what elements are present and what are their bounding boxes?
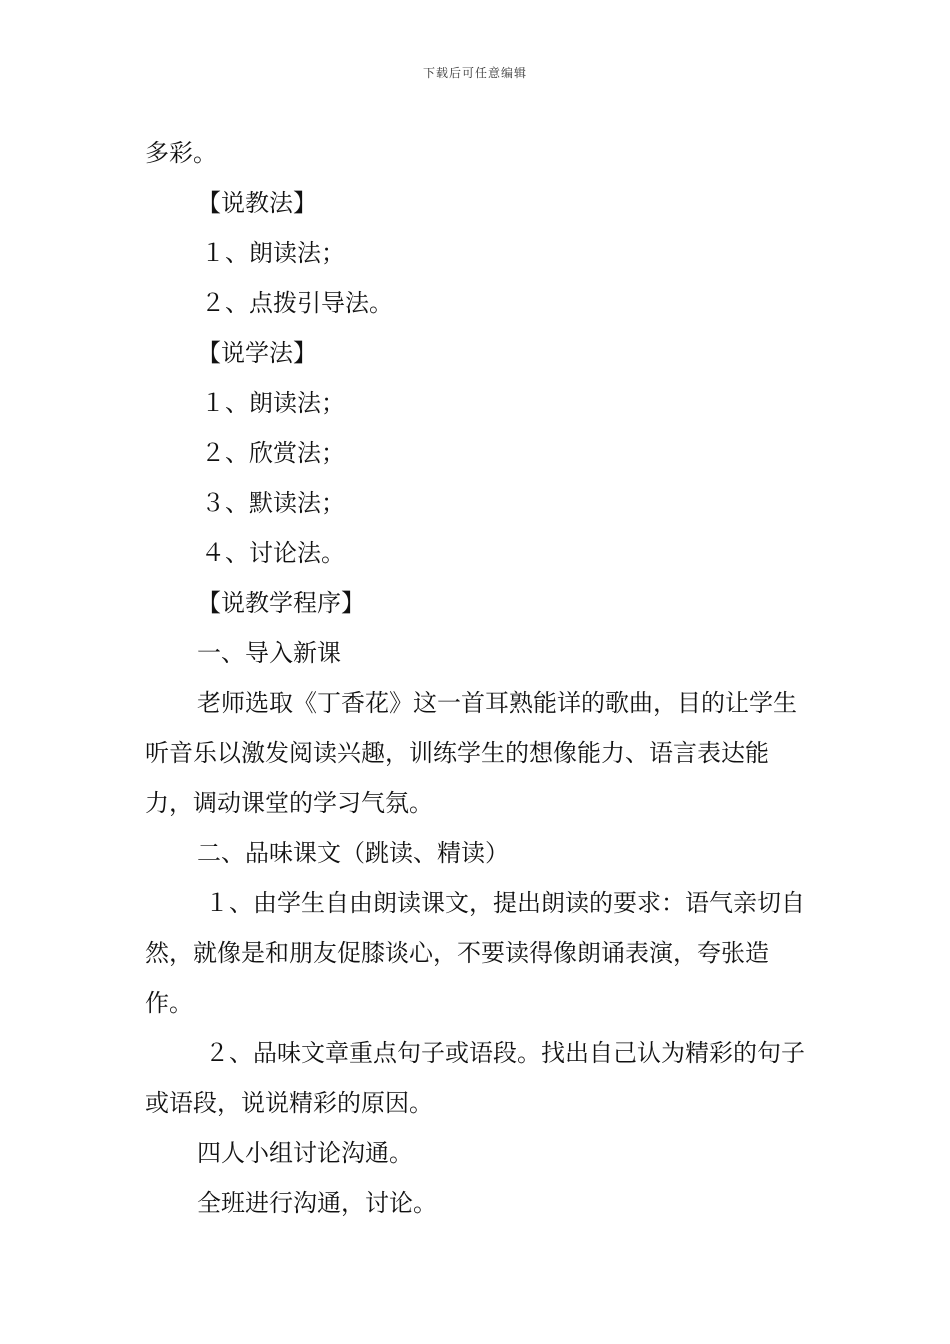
list-item: ３、默读法； xyxy=(201,489,345,517)
document-body xyxy=(145,128,810,1228)
list-item: １、朗读法； xyxy=(201,239,345,267)
paragraph: 全班进行沟通，讨论。 xyxy=(197,1189,437,1217)
section-heading-teaching-method: 【说教法】 xyxy=(197,189,317,217)
paragraph: 老师选取《丁香花》这一首耳熟能详的歌曲，目的让学生听音乐以激发阅读兴趣，训练学生的想像能力、语言表达能力，调动课堂的学习气氛。 xyxy=(145,689,797,817)
subsection-heading: 二、品味课文（跳读、精读） xyxy=(197,839,509,867)
paragraph: １、由学生自由朗读课文，提出朗读的要求：语气亲切自然，就像是和朋友促膝谈心，不要读得像朗诵表演，夸张造作。 xyxy=(145,889,805,1017)
list-item: ４、讨论法。 xyxy=(201,539,345,567)
list-item: ２、点拨引导法。 xyxy=(201,289,393,317)
section-heading-teaching-procedure: 【说教学程序】 xyxy=(197,589,365,617)
subsection-heading: 一、导入新课 xyxy=(197,639,341,667)
page-header: 下载后可任意编辑 xyxy=(422,66,527,80)
list-item: ２、欣赏法； xyxy=(201,439,345,467)
paragraph: 四人小组讨论沟通。 xyxy=(197,1139,413,1167)
paragraph: ２、品味文章重点句子或语段。找出自己认为精彩的句子或语段，说说精彩的原因。 xyxy=(145,1039,805,1117)
paragraph-continuation: 多彩。 xyxy=(145,139,217,167)
section-heading-learning-method: 【说学法】 xyxy=(197,339,317,367)
list-item: １、朗读法； xyxy=(201,389,345,417)
